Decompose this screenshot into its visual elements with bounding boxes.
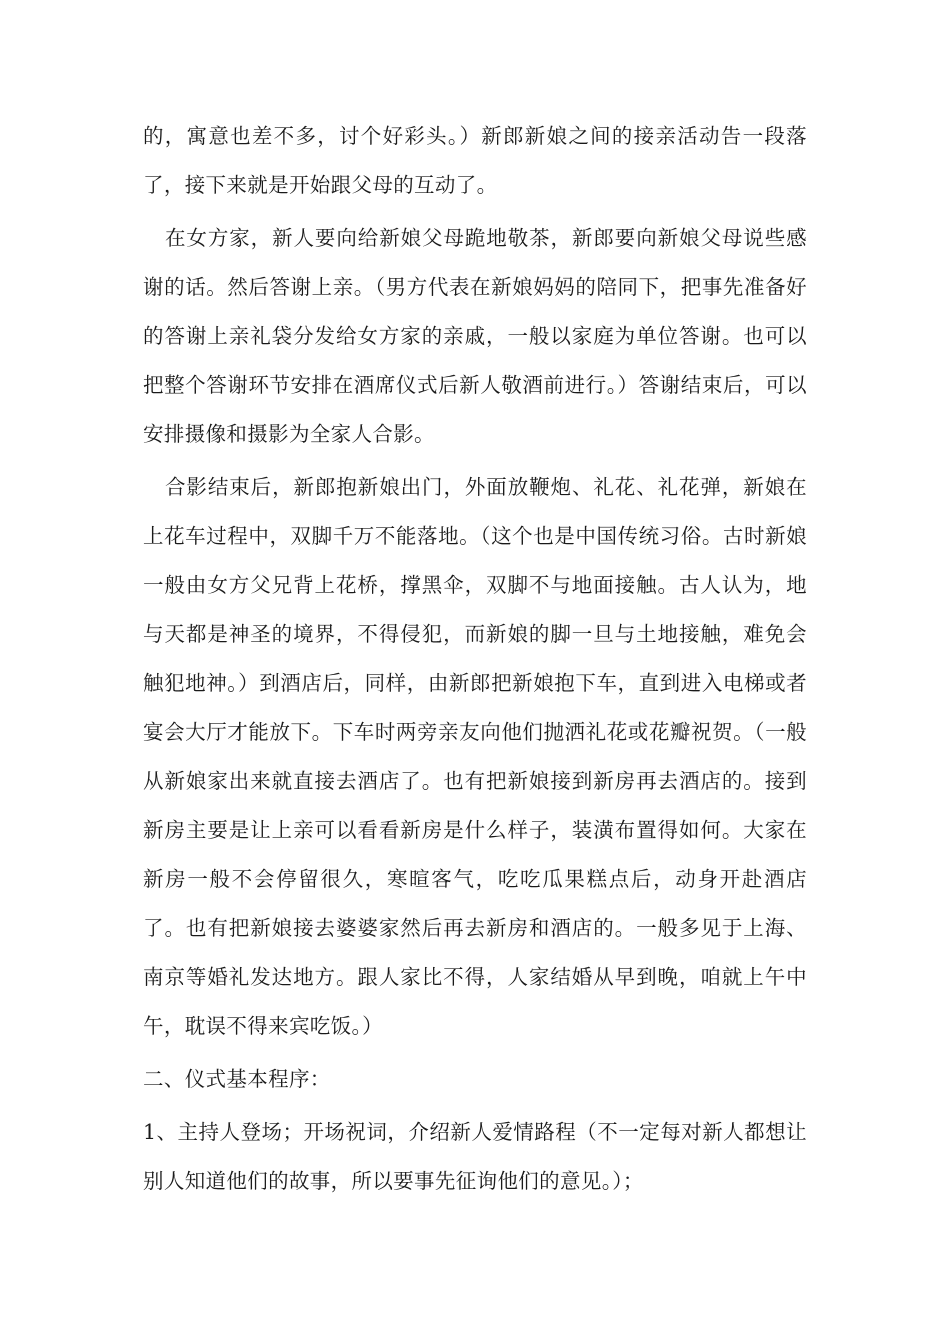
list-item: 1、主持人登场；开场祝词，介绍新人爱情路程（不一定每对新人都想让别人知道他们的故事，所以要事先征询他们的意见。）； — [143, 1120, 807, 1193]
paragraph-tea-ceremony: 在女方家，新人要向给新娘父母跪地敬茶，新郎要向新娘父母说些感谢的话。然后答谢上亲。（男方代表在新娘妈妈的陪同下，把事先准备好的答谢上亲礼袋分发给女方家的亲戚，一般以家庭为单位答谢。也可以把整个答谢环节安排在酒席仪式后新人敬酒前进行。）答谢结束后，可以安排摄像和摄影为全家人合影。 — [143, 226, 807, 446]
section-heading: 二、仪式基本程序： — [143, 1067, 331, 1091]
paragraph-continuation: 的，寓意也差不多，讨个好彩头。）新郎新娘之间的接亲活动告一段落了，接下来就是开始跟父母的互动了。 — [143, 124, 807, 197]
document-page — [143, 112, 807, 1206]
paragraph-departure: 合影结束后，新郎抱新娘出门，外面放鞭炮、礼花、礼花弹，新娘在上花车过程中，双脚千万不能落地。（这个也是中国传统习俗。古时新娘一般由女方父兄背上花桥，撑黑伞，双脚不与地面接触。古人认为，地与天都是神圣的境界，不得侵犯，而新娘的脚一旦与土地接触，难免会触犯地神。）到酒店后，同样，由新郎把新娘抱下车，直到进入电梯或者宴会大厅才能放下。下车时两旁亲友向他们抛洒礼花或花瓣祝贺。（一般从新娘家出来就直接去酒店了。也有把新娘接到新房再去酒店的。接到新房主要是让上亲可以看看新房是什么样子，装潢布置得如何。大家在新房一般不会停留很久，寒暄客气，吃吃瓜果糕点后，动身开赴酒店了。也有把新娘接去婆婆家然后再去新房和酒店的。一般多见于上海、南京等婚礼发达地方。跟人家比不得，人家结婚从早到晚，咱就上午中午，耽误不得来宾吃饭。） — [143, 475, 807, 1038]
